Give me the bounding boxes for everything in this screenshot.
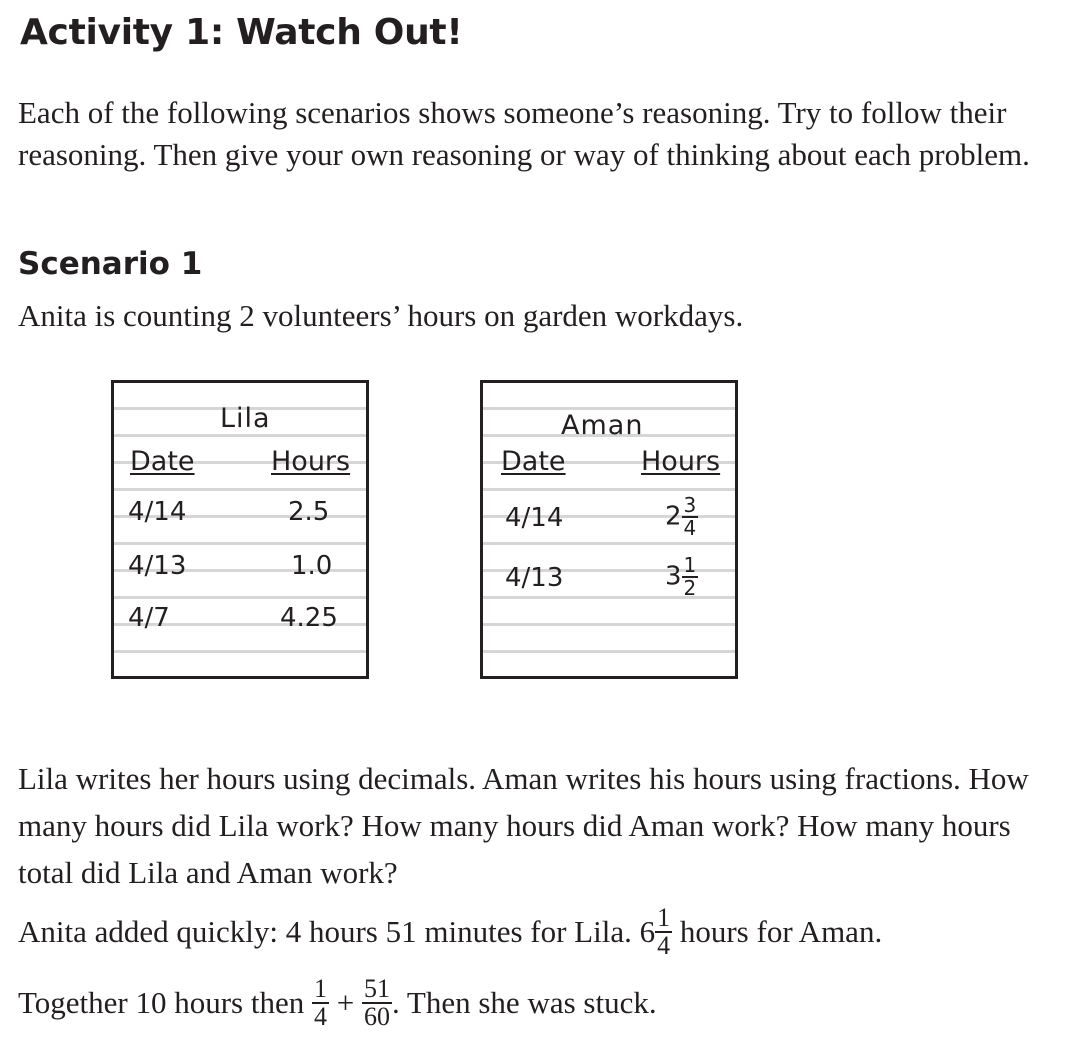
scenario-description: Anita is counting 2 volunteers’ hours on garden workdays. bbox=[18, 298, 744, 333]
together-reasoning-line bbox=[18, 976, 657, 1030]
fraction-numerator: 1 bbox=[657, 903, 671, 932]
question-paragraph: Lila writes her hours using decimals. Aman writes his hours using fractions. How many hours did Lila work? How many hours did Aman work? How many hours total did Lila and Aman work? bbox=[18, 761, 1029, 890]
together-fraction-two bbox=[362, 976, 392, 1030]
fraction-numerator: 1 bbox=[314, 974, 327, 1003]
lila-date-cell: 4/7 bbox=[128, 603, 170, 633]
plus-sign: + bbox=[329, 985, 362, 1020]
anita-fraction bbox=[655, 905, 672, 959]
together-text-before: Together 10 hours then bbox=[18, 985, 312, 1020]
card-name-lila: Lila bbox=[220, 403, 271, 434]
fraction-denominator: 4 bbox=[657, 931, 671, 960]
fraction-denominator: 2 bbox=[683, 576, 697, 600]
lila-date-cell: 4/14 bbox=[128, 497, 187, 527]
together-text-after: . Then she was stuck. bbox=[391, 985, 657, 1020]
anita-text-after: hours for Aman. bbox=[672, 914, 883, 949]
date-column-header: Date bbox=[501, 446, 566, 477]
anita-text-before: Anita added quickly: 4 hours 51 minutes for Lila. 6 bbox=[18, 914, 656, 949]
lila-hours-cell: 2.5 bbox=[288, 497, 330, 527]
aman-hours-whole: 2 bbox=[665, 501, 682, 532]
date-column-header: Date bbox=[130, 446, 195, 477]
aman-hours-fraction bbox=[682, 555, 699, 598]
aman-hours-mixed-number bbox=[665, 495, 698, 538]
aman-hours-mixed-number bbox=[665, 555, 698, 598]
intro-paragraph: Each of the following scenarios shows someone’s reasoning. Try to follow their reasoning. Then give your own reasoning or way of thinking about each problem. bbox=[18, 95, 1030, 172]
activity-title: Activity 1: Watch Out! bbox=[20, 12, 463, 53]
aman-hours-fraction bbox=[682, 495, 699, 538]
anita-reasoning-line bbox=[18, 905, 882, 959]
fraction-denominator: 60 bbox=[363, 1002, 390, 1031]
fraction-numerator: 51 bbox=[363, 974, 390, 1003]
lila-date-cell: 4/13 bbox=[128, 551, 187, 581]
fraction-numerator: 3 bbox=[683, 493, 697, 517]
aman-hours-whole: 3 bbox=[665, 561, 682, 592]
hours-column-header: Hours bbox=[271, 446, 351, 477]
fraction-denominator: 4 bbox=[683, 516, 697, 540]
hours-column-header: Hours bbox=[641, 446, 721, 477]
lila-hours-card bbox=[111, 380, 369, 679]
scenario-heading: Scenario 1 bbox=[18, 246, 203, 282]
aman-date-cell: 4/14 bbox=[505, 503, 564, 533]
lila-hours-cell: 4.25 bbox=[280, 603, 338, 633]
fraction-numerator: 1 bbox=[683, 553, 697, 577]
together-fraction-one bbox=[312, 976, 329, 1030]
aman-hours-card bbox=[480, 380, 738, 679]
fraction-denominator: 4 bbox=[314, 1002, 327, 1031]
lila-hours-cell: 1.0 bbox=[291, 551, 333, 581]
aman-date-cell: 4/13 bbox=[505, 563, 564, 593]
card-name-aman: Aman bbox=[561, 410, 644, 441]
